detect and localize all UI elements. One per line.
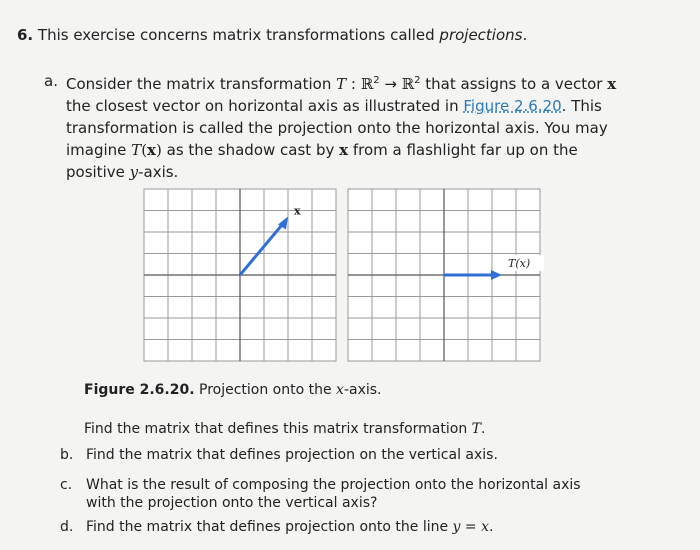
- figure-left-graph: [140, 185, 340, 365]
- part-a-line-3: transformation is called the projection onto the horizontal axis. You may: [66, 119, 608, 137]
- part-a-line-4: imagine T(x) as the shadow cast by x from a flashlight far up on the: [66, 141, 578, 159]
- figure-caption: Figure 2.6.20. Projection onto the x-axis.: [84, 382, 382, 398]
- figure-link[interactable]: Figure 2.6.20: [463, 97, 562, 115]
- vector-x-label: x: [294, 204, 301, 218]
- question-number: 6.: [17, 26, 34, 44]
- figure-right-graph: [344, 185, 544, 365]
- part-a: [44, 70, 684, 183]
- question-intro-emphasis: projections: [439, 26, 523, 44]
- part-a-line-2: the closest vector on horizontal axis as illustrated in Figure 2.6.20. This: [66, 97, 602, 115]
- part-a-line-1: Consider the matrix transformation T : ℝ$^2$ → ℝ$^2$ that assigns to a vector x: [66, 75, 617, 93]
- part-a-body: [66, 70, 684, 183]
- part-c: c. What is the result of composing the projection onto the horizontal axis with the projection onto the vertical axis?: [60, 477, 581, 511]
- question-intro: This exercise concerns matrix transformations called: [37, 26, 440, 44]
- part-b: b. Find the matrix that defines projection on the vertical axis.: [60, 447, 498, 463]
- part-d: d. Find the matrix that defines projection onto the line y = x.: [60, 519, 494, 535]
- question-title: 6. This exercise concerns matrix transformations called projections.: [17, 26, 528, 44]
- part-a-line-5: positive y-axis.: [66, 163, 179, 181]
- vector-Tx-label: T(x): [508, 257, 531, 270]
- find-matrix-text: Find the matrix that defines this matrix transformation T.: [84, 421, 486, 437]
- part-a-label: a.: [44, 72, 58, 90]
